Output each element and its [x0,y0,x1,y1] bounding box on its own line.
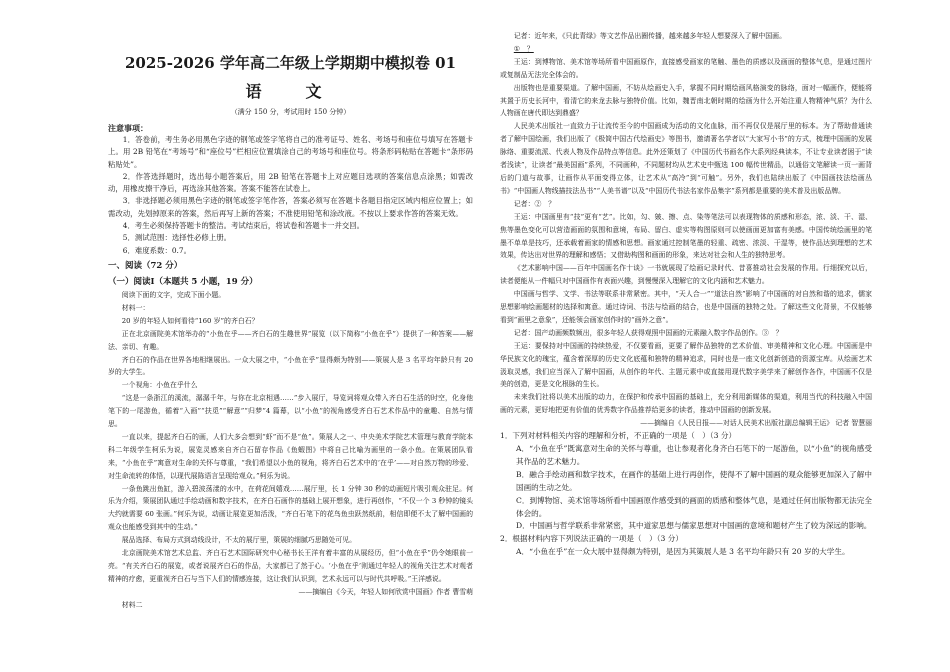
question-stem: 1．下列对材料相关内容的理解和分析，不正确的一项是（ ）（3 分） [500,431,737,441]
interview-paragraph: 出版物也是重要渠道。了解中国画，不妨从绘画史入手，掌握不同时期绘画风格演变的脉络，面对一幅画作，便能将其置于历史长河中，看清它的来龙去脉与独特价值。比如，魏晋南北朝时期的绘画为什么开始注重人物精神气质？为什么人物画在唐代即达到鼎盛？ [500,83,872,118]
notice-item: 1．答卷前，考生务必用黑色字迹的钢笔或签字笔将自己的准考证号、姓名、考场号和座位号填写在答题卡上。用 2B 铅笔在“考场号”和“座位号”栏相应位置填涂自己的考场号和座位号。将条形码粘贴在答题卡“条形码粘贴处”。 [108,135,473,169]
notice-item: 6．难度系数：0.7。 [122,245,191,255]
article-paragraph: “这是一条浙江的溪流，潺潺千年，与你在北京相遇……”步入展厅，导览词将观众带入齐白石生活的时空，化身他笔下的一尾游鱼，循着“入画”“扶觅”“解意”“归梦”4 篇幕，以“小鱼”的视角感受齐白石艺术作品中的童趣、自然与情思。 [108,394,473,429]
interview-paragraph: 王运：中国画里有“技”更有“艺”。比如，勾、皴、擦、点、染等笔法可以表现物体的质感和形态，浓、淡、干、湿、焦等墨色变化可以营造画面的氛围和意境，布局、留白、虚实等构图原则可以使画面更加富有美感。中国传统绘画里的笔墨不单单是技巧，还承载着画家的情感和思想。画家通过控制笔墨的轻重、疏密、浓淡、干湿等，使作品达到理想的艺术效果，传达出对世界的理解和感悟；又借助构图和画面的形象，来达对社会和人生的独特思考。 [500,212,872,260]
material-label: 材料一： [121,303,150,312]
article-paragraph: 一条鱼跳出鱼缸，游入碧波荡漾的水中，在荷花间嬉戏……展厅里，长 1 分钟 30 秒的动画短片吸引观众驻足。何乐为介绍，策展团队通过手绘动画和数字技术，在齐白石画作的基础上展开想象，进行再创作，“不仅一个 3 秒钟的镜头大约就需要 60 张画。”何乐为说，动画让展览更加活泼，“齐白石笔下的花鸟鱼虫跃然纸前，相信即便不太了解中国画的观众也能感受到其中的生动。” [108,484,473,532]
subject-heading: 语 文 [245,82,336,101]
interview-paragraph: 《艺术影响中国——百年中国画名作十谈》一书就展现了绘画记录时代、昔喜推动社会发展的作用。行细探究以后，读者便能从一件幅只对中国画作有表面兴趣，到慢慢深入理解它的文化内涵和艺术魅力。 [500,264,872,286]
answer-option[interactable]: A．“小鱼在乎”既寓意对生命的关怀与尊重，也让参观者化身齐白石笔下的一尾游鱼，以“小鱼”的视角感受其作品的艺术魅力。 [516,444,872,466]
article-title: 20 岁的年轻人如何看待“160 岁”的齐白石？ [121,316,259,325]
question-stem: 2．根据材料内容下列说法正确的一项是（ ）（3 分） [500,534,683,544]
blank-question-1: ① ？ [513,44,534,53]
interview-source: ——摘编自《人民日报——对话人民美术出版社副总编辑王运》 记者 智慧丽 [640,419,872,428]
subsection-heading: （一）阅读Ⅰ（本题共 5 小题，19 分） [108,276,258,287]
notice-heading: 注意事项： [108,123,148,133]
interview-paragraph: 中国画与哲学、文学、书法等联系非常紧密。其中，“天人合一”“道法自然”影响了中国画的对自然和谐的追求，儒家思想影响绘画题材的选择和寓意。通过诗词、书法与绘画的结合，也是中国画的独特之处。了解这些文化背景，不仅能够看到“画里之意象”，还能领会画家创作时的“画外之意”。 [500,290,872,324]
article-paragraph: 北京画院美术馆艺术总监、齐白石艺术国际研究中心秘书长王洋有着丰富的从展经历，但“小鱼在乎”仍令她眼前一亮。“有关齐白石的展览，或者说展齐白石的作品，大家都已了然于心。‘小鱼在乎’则通过年轻人的视角关注艺术对观者精神的疗愈，更重视齐白石与当下人们的情感连接，这让我们认识到，艺术永远可以与时代共呼吸。”王洋感说。 [108,549,473,583]
notice-item: 5．测试范围：选择性必修上册。 [122,233,231,243]
interview-paragraph: 记者：近年来，《只此青绿》等文艺作品出圈传播，越来越多年轻人想要深入了解中国画。 [513,32,786,40]
notice-item: 4．考生必须保持答题卡的整洁。考试结束后，将试卷和答题卡一并交回。 [122,221,365,231]
instruction: 阅读下面的文字，完成下面小题。 [121,290,226,299]
article-source: ——摘编自《今天，年轻人如何欣赏中国画》作者 曹雪萌 [298,587,473,596]
interview-paragraph: 王运：要保持对中国画的持续热爱，不仅要看画，更要了解作品独特的艺术价值、审美精神和文化心理。中国画是中华民族文化的瑰宝，蕴含着深厚的历史文化底蕴和独特的精神追求，同时也是一座文化创新创造的资源宝库。从绘画艺术汲取灵感，我们应当深入了解中国画，从创作的年代、主题元素中或直接用现代数字美学来了解创作各作，中国画不仅是美的创造，更是文化根脉的生长。 [500,341,872,389]
answer-option[interactable]: D．中国画与哲学联系非常紧密，其中道家思想与儒家思想对中国画的意境和题材产生了较为深远的影响。 [516,521,872,531]
article-paragraph: 一直以来，提起齐白石的画，人们大多会想到“虾”而不是“鱼”。策展人之一、中央美术学院艺术管理与教育学院本科二年级学生柯乐为说，展览灵感来自齐白石留存作品《鱼蝦图》中将自己比喻为画里的一条小鱼。在策展团队看来，“小鱼在乎”寓意对生命的关怀与尊重，“我们希望以小鱼的视角，将齐白石艺术中的‘在乎’——对自然万物的珍爱、对生命流转的体悟，以现代展陈语言呈现给观众。”柯乐为说。 [108,432,473,480]
left-column [108,0,473,672]
notice-list [108,134,473,257]
interview-paragraph: 记者：② ？ [513,199,556,208]
exam-title: 2025-2026 学年高二年级上学期期中模拟卷 01 [124,54,457,72]
article-paragraph: 正在北京画院美术馆举办的“小鱼在乎——齐白石的生趣世界”展览（以下简称“小鱼在乎”）提供了一种答案——解法、亲切、有趣。 [108,329,473,351]
article-paragraph: 齐白石的作品在世界各地相继展出。一众大展之中，“小鱼在乎”显得颇为特别——策展人是 3 名平均年龄只有 20 岁的大学生。 [108,355,473,377]
interview-paragraph: 人民美术出版社一直致力于让流传至今的中国画成为活动的文化血脉，而不再仅仅是展厅里的标本。为了帮助普通读者了解中国绘画，我们出版了《极简中国古代绘画史》等图书，邀请著名学者以“大家写小书”的方式，梳理中国画的发展脉络、重要流派、代表人物及作品特点等信息。此外还策划了《中国历代书画名作大系列经典读本，不让专业读者困于“读者浅读”，让读者“最美国画”系列，不同画种，不同题材均从艺术史中甄选 100 幅传世精品，以通俗文笔解读一页一画背后的门道与故事，让画作从平面变得立体，让艺术从“高冷”到“可触”。另外，我们也陆续出版了《中国画技法绘画丛书》“中国画人物线描技法丛书”“人美书谱”以及“中国历代书法名家作品集字”系列都是重要的美术普及出版品牌。 [500,122,872,195]
score-note: （满分 150 分，考试用时 150 分钟） [230,108,351,116]
answer-option[interactable]: C．到博物馆、美术馆等场所看中国画原作感受到的画面的质感和整体气息，是通过任何出版物都无法完全体会的。 [516,495,872,518]
interview-paragraph: 未来我们社将以美术出版的动力，在保护和传承中国画的基础上，充分利用新媒体的渠道，利用当代的科技融入中国画的元素，更好地把更有价值的优秀数字作品推荐给更多的读者，推动中国画的创新发展。 [500,393,872,415]
notice-item: 2．作答选择题时，选出每小题答案后，用 2B 铅笔在答题卡上对应题目选项的答案信息点涂黑；如需改动，用橡皮擦干净后，再选涂其他答案。答案不能答在试卷上。 [108,171,473,194]
article-subheading: 一个视角：小鱼在乎什么 [121,381,198,390]
article-paragraph: 展品选择、布局方式到动线设计，不太的展厅里，策展的细腻巧思随处可见。 [121,536,357,545]
material-label: 材料二 [121,600,143,609]
interview-paragraph: 王运：到博物馆、美术馆等场所看中国画原作，直接感受画家的笔触、墨色的质感以及画面的整体气息，是通过图片或复制品无法完全体会的。 [500,57,872,79]
right-column [500,0,872,672]
interview-paragraph: 记者：国产动画频数频出，很多年轻人获得观照中国画的元素融入数字作品创作。③ ？ [513,328,783,337]
notice-item: 3．非选择题必须用黑色字迹的钢笔或签字笔作答，答案必须写在答题卡各题目指定区域内相应位置上；如需改动，先划掉原来的答案，然后再写上新的答案；不准使用铅笔和涂改液。不按以上要求作答的答案无效。 [108,196,473,218]
answer-option[interactable]: A．“小鱼在乎”在一众大展中显得颇为特别，是因为其策展人是 3 名平均年龄只有 20 岁的大学生。 [516,547,850,557]
section-heading: 一、阅读（72 分） [108,260,183,271]
answer-option[interactable]: B．融合手绘动画和数字技术，在画作的基础上进行再创作，使得不了解中国画的观众能够更加深入了解中国画的生动之处。 [516,469,872,492]
